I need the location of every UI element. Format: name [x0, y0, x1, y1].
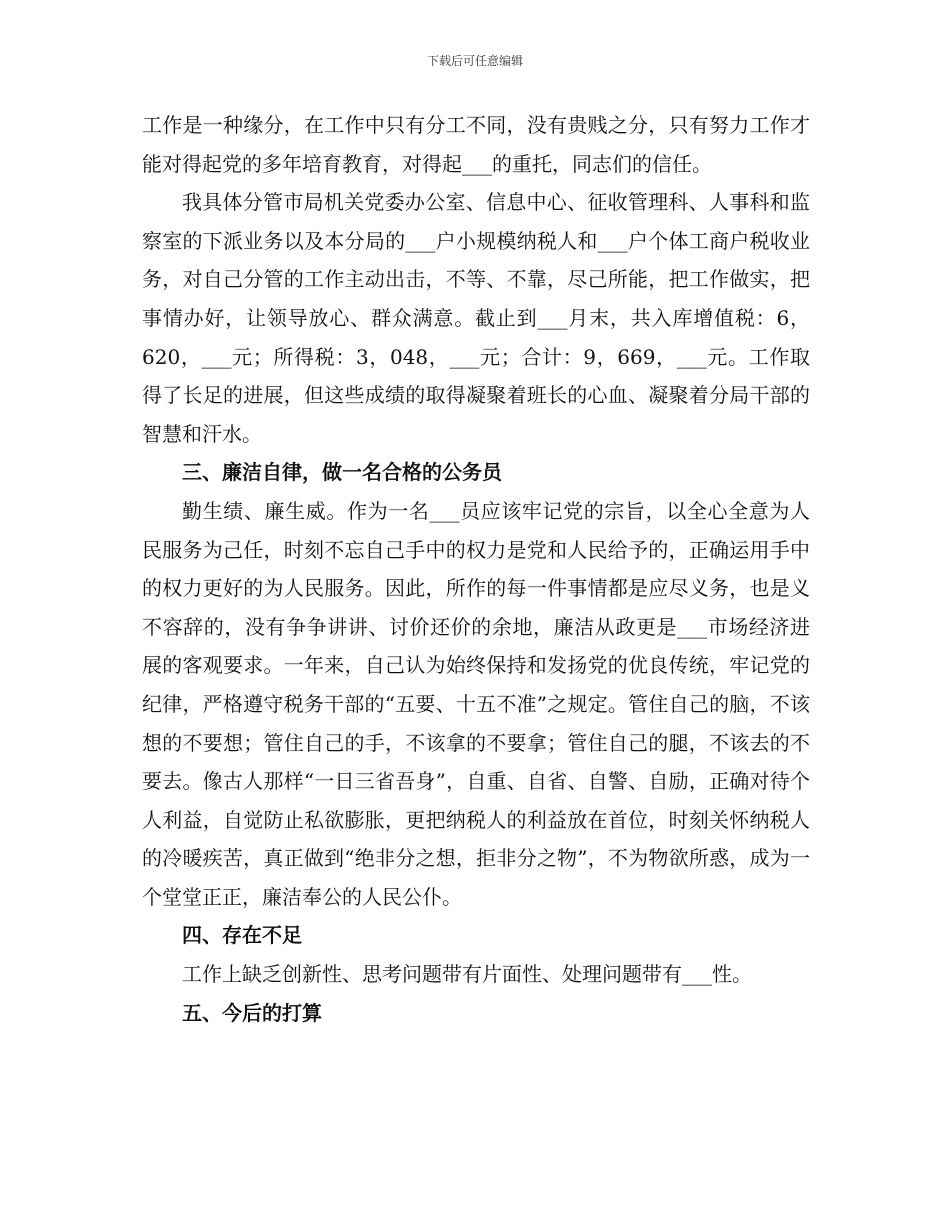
- document-body: [142, 106, 810, 1032]
- page-header: 下载后可任意编辑: [426, 54, 523, 68]
- paragraph-duties: 我具体分管市局机关党委办公室、信息中心、征收管理科、人事科和监察室的下派业务以及本分局的___户小规模纳税人和___户个体工商户税收业务，对自己分管的工作主动出击，不等、不靠，尽己所能，把工作做实，把事情办好，让领导放心、群众满意。截止到___月末，共入库增值税：6，620，___元；所得税：3，048，___元；合计：9，669，___元。工作取得了长足的进展，但这些成绩的取得凝聚着班长的心血、凝聚着分局干部的智慧和汗水。: [142, 190, 810, 446]
- paragraph-shortcomings: 工作上缺乏创新性、思考问题带有片面性、处理问题带有___性。: [182, 962, 752, 987]
- paragraph-work-attitude: 工作是一种缘分，在工作中只有分工不同，没有贵贱之分，只有努力工作才能对得起党的多年培育教育，对得起___的重托，同志们的信任。: [142, 113, 810, 176]
- paragraph-integrity: 勤生绩、廉生威。作为一名___员应该牢记党的宗旨，以全心全意为人民服务为己任，时刻不忘自己手中的权力是党和人民给予的，正确运用手中的权力更好的为人民服务。因此，所作的每一件事情都是应尽义务，也是义不容辞的，没有争争讲讲、讨价还价的余地，廉洁从政更是___市场经济进展的客观要求。一年来，自己认为始终保持和发扬党的优良传统，牢记党的纪律，严格遵守税务干部的“五要、十五不准”之规定。管住自己的脑，不该想的不要想；管住自己的手，不该拿的不要拿；管住自己的腿，不该去的不要去。像古人那样“一日三省吾身”，自重、自省、自警、自励，正确对待个人利益，自觉防止私欲膨胀，更把纳税人的利益放在首位，时刻关怀纳税人的冷暖疾苦，真正做到“绝非分之想，拒非分之物”，不为物欲所惑，成为一个堂堂正正，廉洁奉公的人民公仆。: [142, 498, 810, 909]
- section-heading-shortcomings: 四、存在不足: [182, 923, 302, 948]
- section-heading-future-plans: 五、今后的打算: [182, 1000, 322, 1025]
- section-heading-integrity: 三、廉洁自律，做一名合格的公务员: [182, 460, 502, 485]
